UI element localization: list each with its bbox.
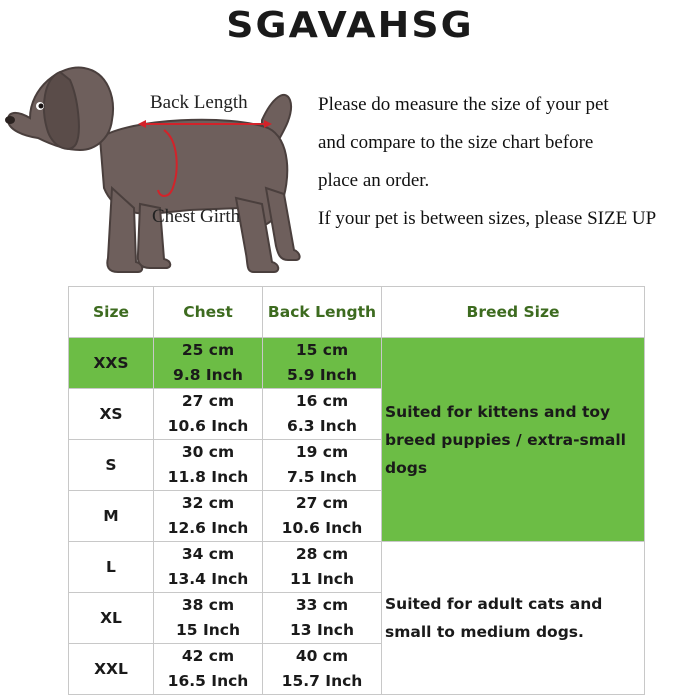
back-cell [263,440,382,491]
back-inch: 11 Inch [290,570,354,588]
chest-cell [154,440,263,491]
back-inch: 13 Inch [290,621,354,639]
back-cell [263,644,382,695]
instruction-line: place an order. [318,170,430,191]
instruction-line: Please do measure the size of your pet [318,94,609,115]
back-inch: 6.3 Inch [287,417,357,435]
back-cm: 15 cm [295,341,349,359]
breed-size-small: Suited for kittens and toy breed puppies / extra-small dogs [382,338,645,542]
back-inch: 15.7 Inch [281,672,363,690]
size-cell: S [69,440,154,491]
chest-inch: 11.8 Inch [167,468,249,486]
size-cell: XXS [69,338,154,389]
instruction-line: If your pet is between sizes, please SIZE UP [318,208,657,229]
back-cm: 16 cm [295,392,349,410]
chest-cm: 34 cm [181,545,235,563]
chest-cm: 27 cm [181,392,235,410]
breed-size-large: Suited for adult cats and small to medium dogs. [382,542,645,695]
chest-inch: 9.8 Inch [173,366,243,384]
table-row [69,542,645,593]
header-breed-size: Breed Size [382,287,645,338]
chest-cell [154,593,263,644]
dog-measurement-figure [0,58,310,288]
chest-cell [154,644,263,695]
chest-cell [154,491,263,542]
chest-inch: 13.4 Inch [167,570,249,588]
back-cell [263,542,382,593]
chest-cm: 25 cm [181,341,235,359]
brand-title: SGAVAHSG [226,5,474,46]
size-cell: XS [69,389,154,440]
back-inch: 10.6 Inch [281,519,363,537]
header-size: Size [69,287,154,338]
back-inch: 7.5 Inch [287,468,357,486]
chest-inch: 10.6 Inch [167,417,249,435]
back-cell [263,491,382,542]
back-cm: 19 cm [295,443,349,461]
chest-cell [154,338,263,389]
header-chest: Chest [154,287,263,338]
size-cell: L [69,542,154,593]
measurement-instructions [318,86,698,238]
chest-inch: 12.6 Inch [167,519,249,537]
back-cell [263,338,382,389]
chest-cm: 30 cm [181,443,235,461]
chest-cm: 42 cm [181,647,235,665]
chest-cm: 32 cm [181,494,235,512]
table-row [69,338,645,389]
size-cell: XL [69,593,154,644]
chest-inch: 15 Inch [176,621,240,639]
chest-inch: 16.5 Inch [167,672,249,690]
size-cell: M [69,491,154,542]
back-inch: 5.9 Inch [287,366,357,384]
back-length-label: Back Length [150,92,248,113]
table-header-row [69,287,645,338]
back-cell [263,389,382,440]
chest-girth-label: Chest Girth [152,206,241,227]
instruction-line: and compare to the size chart before [318,132,594,153]
back-cell [263,593,382,644]
size-cell: XXL [69,644,154,695]
back-cm: 28 cm [295,545,349,563]
chest-cell [154,389,263,440]
chest-cm: 38 cm [181,596,235,614]
chest-cell [154,542,263,593]
back-cm: 33 cm [295,596,349,614]
size-chart-table [68,286,645,695]
back-cm: 27 cm [295,494,349,512]
back-cm: 40 cm [295,647,349,665]
header-back-length: Back Length [263,287,382,338]
